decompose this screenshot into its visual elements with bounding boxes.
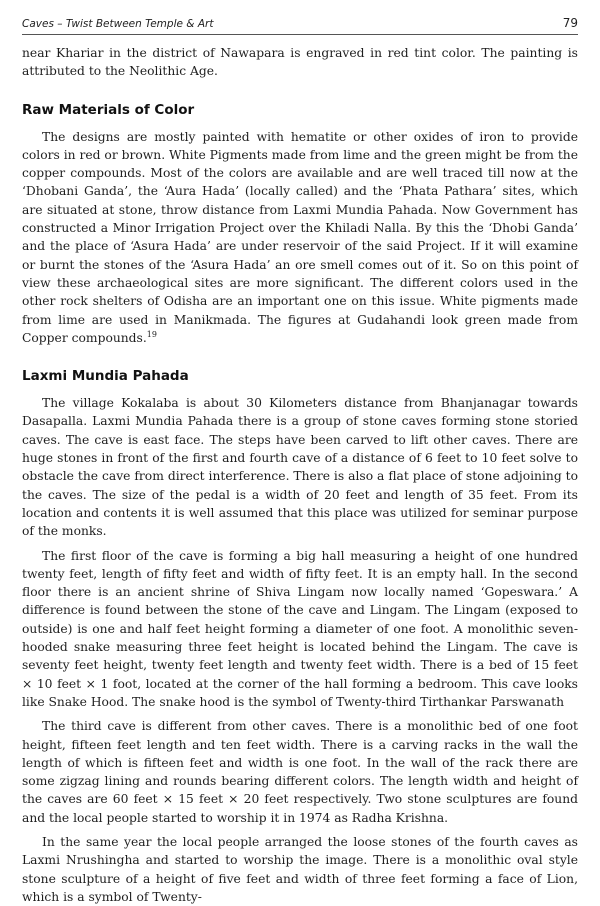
laxmi-paragraph-3: The third cave is different from other caves. There is a monolithic bed of one foot height, fifteen feet length and ten feet width. There is a carving racks in the wall the length of which is fifteen feet and width is one foot. In the wall of the rack there are some zigzag lining and rounds bearing different colors. The length width and height of the caves are 60 feet × 15 feet × 20 feet respectively. Two stone sculptures are found and the local people started to worship it in 1974 as Radha Krishna. — [22, 719, 578, 825]
running-title: Caves – Twist Between Temple & Art — [22, 18, 214, 30]
laxmi-paragraph-4: In the same year the local people arranged the loose stones of the fourth caves as Laxmi Nrushingha and started to worship the image. There is a monolithic oval style stone sculpture of a height of five feet and width of three feet forming a face of Lion, which is a symbol of Twenty- — [22, 834, 578, 904]
section-heading-laxmi-mundia: Laxmi Mundia Pahada — [22, 368, 189, 385]
page-number: 79 — [562, 16, 578, 30]
continued-paragraph: near Khariar in the district of Nawapara is engraved in red tint color. The painting is attributed to the Neolithic Age. — [22, 46, 578, 79]
footnote-reference: 19 — [146, 329, 157, 339]
section-heading-raw-materials: Raw Materials of Color — [22, 101, 195, 118]
raw-materials-paragraph — [22, 128, 578, 348]
raw-materials-text: The designs are mostly painted with hematite or other oxides of iron to provide colors in red or brown. White Pigments made from lime and the green might be from the copper compounds. Most of the colors are available and are well traced till now at the ‘Dhobani Ganda’, the ‘Aura Hada’ (locally called) and the ‘Phata Pathara’ sites, which are situated at stone, throw distance from Laxmi Mundia Pahada. Now Government has constructed a Minor Irrigation Project over the Khiladi Nalla. By this the ‘Dhobi Ganda’ and the place of ‘Asura Hada’ are under reservoir of the said Project. If it will examine or burnt the stones of the ‘Asura Hada’ an ore smell comes out of it. So on this point of view these archaeological sites are more significant. The different colors used in the other rock shelters of Odisha are an important one on this issue. White pigments made from lime are used in Manikmada. The figures at Gudahandi look green made from Copper compounds. — [22, 129, 578, 345]
running-header — [22, 14, 578, 35]
laxmi-paragraph-1: The village Kokalaba is about 30 Kilometers distance from Bhanjanagar towards Dasapalla. Laxmi Mundia Pahada there is a group of stone caves forming stone storied caves. The cave is east face. The steps have been carved to lift other caves. There are huge stones in front of the first and fourth cave of a distance of 6 feet to 10 feet solve to obstacle the cave from direct interference. There is also a flat place of stone adjoining to the caves. The size of the pedal is a width of 20 feet and length of 35 feet. From its location and contents it is well assumed that this place was utilized for seminar purpose of the monks. — [22, 396, 578, 539]
page-body — [22, 44, 578, 906]
laxmi-paragraph-2: The first floor of the cave is forming a big hall measuring a height of one hundred twenty feet, length of fifty feet and width of fifty feet. It is an empty hall. In the second floor there is an ancient shrine of Shiva Lingam now locally named ‘Gopeswara.’ A difference is found between the stone of the cave and Lingam. The Lingam (exposed to outside) is one and half feet height forming a diameter of one foot. A monolithic seven-hooded snake measuring three feet height is located behind the Lingam. The cave is seventy feet height, twenty feet length and twenty feet width. There is a bed of 15 feet × 10 feet × 1 foot, located at the corner of the hall forming a bedroom. This cave looks like Snake Hood. The snake hood is the symbol of Twenty-third Tirthankar Parswanath — [22, 548, 578, 709]
